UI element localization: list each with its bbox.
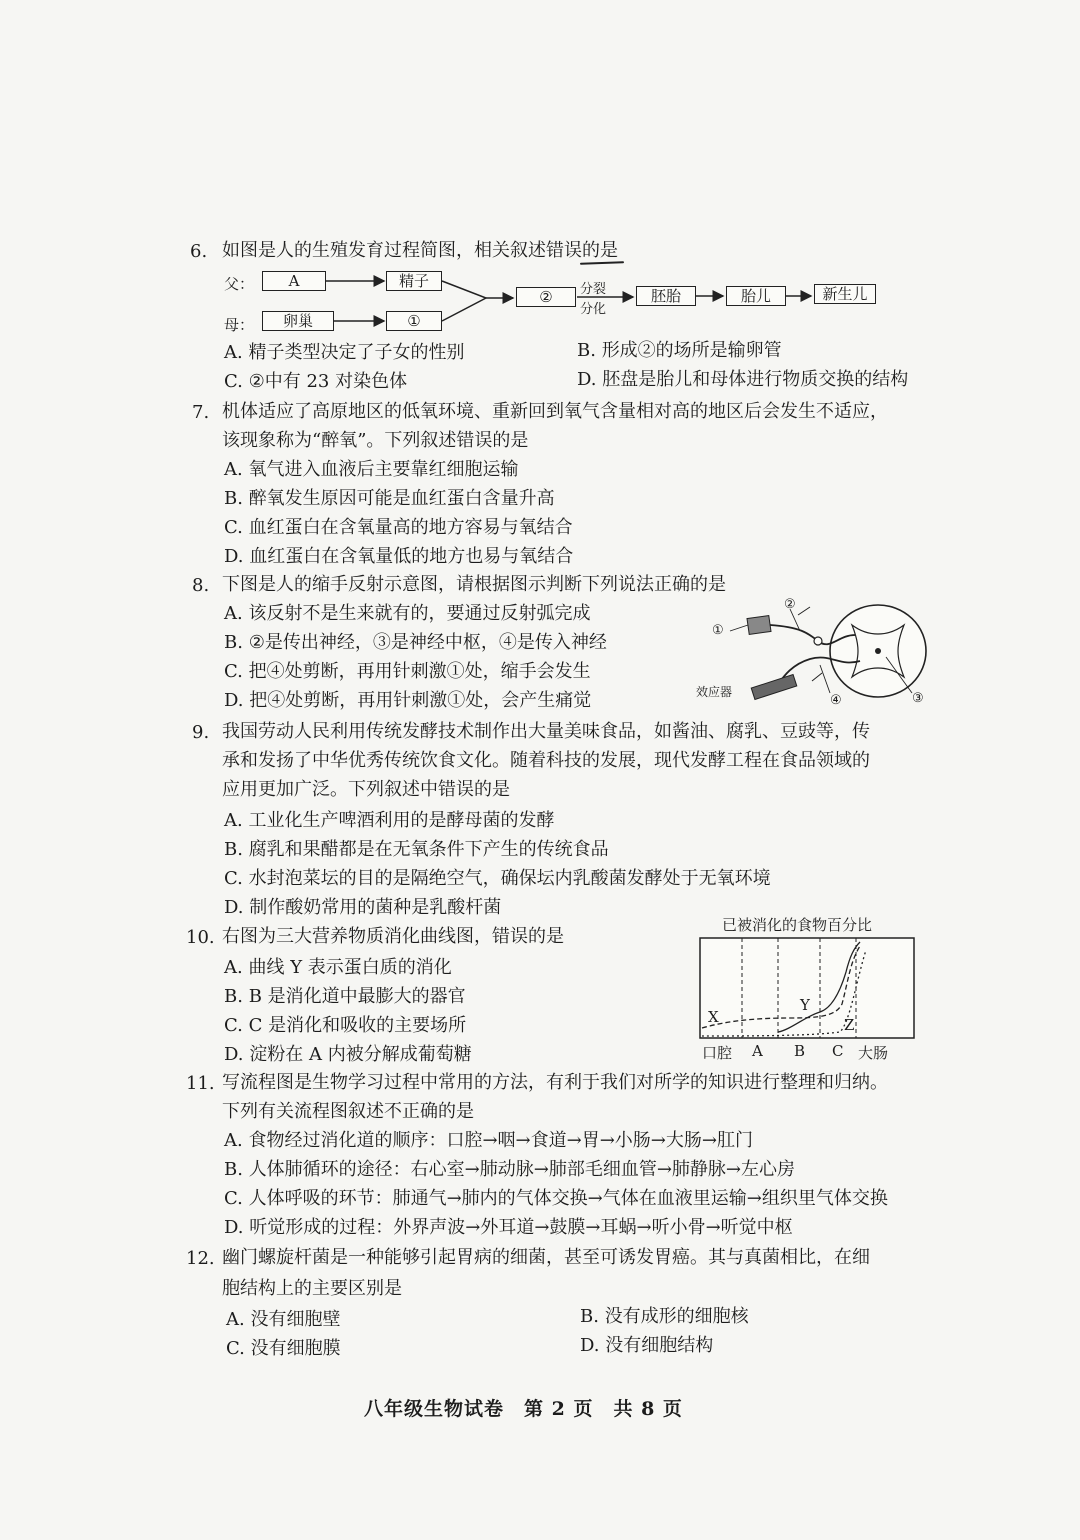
q7-option-b: B. 醉氧发生原因可能是血红蛋白含量升高 bbox=[224, 488, 555, 509]
q9-option-a: A. 工业化生产啤酒利用的是酵母菌的发酵 bbox=[224, 810, 555, 831]
fig8-label-3: ③ bbox=[912, 691, 924, 706]
q10-stem: 右图为三大营养物质消化曲线图，错误的是 bbox=[222, 926, 564, 947]
q7-number: 7. bbox=[192, 402, 210, 423]
q11-number: 11. bbox=[186, 1073, 215, 1094]
q6-option-b: B. 形成②的场所是输卵管 bbox=[577, 340, 782, 361]
q7-option-a: A. 氧气进入血液后主要靠红细胞运输 bbox=[224, 459, 519, 480]
q9-stem-line3: 应用更加广泛。下列叙述中错误的是 bbox=[222, 779, 510, 800]
q11-stem-line2: 下列有关流程图叙述不正确的是 bbox=[222, 1101, 474, 1122]
fig10-axis-mouth: 口腔 bbox=[702, 1044, 733, 1062]
q9-stem-line2: 承和发扬了中华优秀传统饮食文化。随着科技的发展，现代发酵工程在食品领域的 bbox=[222, 750, 870, 771]
q6-stem: 如图是人的生殖发育过程简图，相关叙述错误的是 bbox=[222, 240, 618, 261]
q8-option-d: D. 把④处剪断，再用针刺激①处，会产生痛觉 bbox=[224, 690, 592, 711]
q7-option-d: D. 血红蛋白在含氧量低的地方也易与氧结合 bbox=[224, 546, 574, 567]
q6-option-a: A. 精子类型决定了子女的性别 bbox=[224, 342, 465, 363]
fig6-box-a: A bbox=[262, 271, 326, 291]
q8-option-c: C. 把④处剪断，再用针刺激①处，缩手会发生 bbox=[224, 661, 591, 682]
fig10-axis-large-intestine: 大肠 bbox=[858, 1044, 889, 1062]
q7-stem-line2: 该现象称为“醉氧”。下列叙述错误的是 bbox=[222, 430, 529, 451]
fig8-reflex-arc-diagram bbox=[690, 595, 940, 710]
q8-stem: 下图是人的缩手反射示意图，请根据图示判断下列说法正确的是 bbox=[222, 574, 726, 595]
q6-option-d: D. 胚盘是胎儿和母体进行物质交换的结构 bbox=[577, 369, 909, 390]
q10-option-a: A. 曲线 Y 表示蛋白质的消化 bbox=[224, 957, 452, 978]
fig8-effector-label: 效应器 bbox=[696, 685, 733, 699]
q12-option-b: B. 没有成形的细胞核 bbox=[580, 1306, 749, 1327]
q10-option-d: D. 淀粉在 A 内被分解成葡萄糖 bbox=[224, 1044, 472, 1065]
q12-option-d: D. 没有细胞结构 bbox=[580, 1335, 714, 1356]
q9-option-b: B. 腐乳和果醋都是在无氧条件下产生的传统食品 bbox=[224, 839, 609, 860]
q9-option-d: D. 制作酸奶常用的菌种是乳酸杆菌 bbox=[224, 897, 502, 918]
q9-number: 9. bbox=[192, 722, 210, 743]
fig10-curve-y-label: Y bbox=[800, 996, 810, 1014]
q7-option-c: C. 血红蛋白在含氧量高的地方容易与氧结合 bbox=[224, 517, 573, 538]
fig6-split-label: 分裂 bbox=[580, 282, 607, 297]
fig6-reproduction-flowchart bbox=[0, 0, 1080, 340]
fig10-title: 已被消化的食物百分比 bbox=[722, 916, 873, 934]
q8-option-b: B. ②是传出神经，③是神经中枢，④是传入神经 bbox=[224, 632, 607, 653]
fig6-box-ovary: 卵巢 bbox=[262, 311, 334, 331]
q10-option-c: C. C 是消化和吸收的主要场所 bbox=[224, 1015, 467, 1036]
q10-number: 10. bbox=[186, 927, 215, 948]
q6-option-c: C. ②中有 23 对染色体 bbox=[224, 371, 408, 392]
q11-option-c: C. 人体呼吸的环节：肺通气→肺内的气体交换→气体在血液里运输→组织里气体交换 bbox=[224, 1188, 888, 1209]
fig6-box-1: ① bbox=[386, 311, 442, 331]
fig6-differentiate-label: 分化 bbox=[580, 302, 607, 317]
q11-option-d: D. 听觉形成的过程：外界声波→外耳道→鼓膜→耳蜗→听小骨→听觉中枢 bbox=[224, 1217, 793, 1238]
fig8-label-1: ① bbox=[712, 623, 724, 638]
fig6-box-newborn: 新生儿 bbox=[814, 284, 876, 304]
q12-stem-line2: 胞结构上的主要区别是 bbox=[222, 1278, 402, 1299]
fig10-curve-z-label: Z bbox=[844, 1016, 855, 1034]
q12-stem-line1: 幽门螺旋杆菌是一种能够引起胃病的细菌，甚至可诱发胃癌。其与真菌相比，在细 bbox=[222, 1247, 870, 1268]
fig10-curve-x-label: X bbox=[708, 1008, 719, 1026]
fig6-box-embryo: 胚胎 bbox=[636, 286, 696, 306]
q10-option-b: B. B 是消化道中最膨大的器官 bbox=[224, 986, 466, 1007]
q11-option-b: B. 人体肺循环的途径：右心室→肺动脉→肺部毛细血管→肺静脉→左心房 bbox=[224, 1159, 796, 1180]
q11-stem-line1: 写流程图是生物学习过程中常用的方法，有利于我们对所学的知识进行整理和归纳。 bbox=[222, 1072, 888, 1093]
fig6-mother-label: 母： bbox=[224, 316, 255, 334]
fig6-box-fetus: 胎儿 bbox=[726, 286, 786, 306]
q12-option-a: A. 没有细胞壁 bbox=[226, 1309, 341, 1330]
q11-option-a: A. 食物经过消化道的顺序：口腔→咽→食道→胃→小肠→大肠→肛门 bbox=[224, 1130, 753, 1151]
fig6-arrows bbox=[0, 0, 1080, 340]
fig10-digestion-chart bbox=[690, 912, 930, 1064]
q7-stem-line1: 机体适应了高原地区的低氧环境、重新回到氧气含量相对高的地区后会发生不适应， bbox=[222, 401, 888, 422]
fig10-axis-c: C bbox=[832, 1042, 844, 1060]
q6-number: 6. bbox=[190, 241, 208, 262]
q12-number: 12. bbox=[186, 1248, 215, 1269]
q12-option-c: C. 没有细胞膜 bbox=[226, 1338, 341, 1359]
fig8-label-2: ② bbox=[784, 597, 796, 612]
fig6-box-sperm: 精子 bbox=[386, 271, 442, 291]
fig6-box-2: ② bbox=[516, 287, 576, 307]
q8-number: 8. bbox=[192, 575, 210, 596]
fig8-label-4: ④ bbox=[830, 693, 842, 708]
page-footer: 八年级生物试卷 第 2 页 共 8 页 bbox=[364, 1398, 683, 1420]
q9-stem-line1: 我国劳动人民利用传统发酵技术制作出大量美味食品，如酱油、腐乳、豆豉等，传 bbox=[222, 721, 870, 742]
q9-option-c: C. 水封泡菜坛的目的是隔绝空气，确保坛内乳酸菌发酵处于无氧环境 bbox=[224, 868, 771, 889]
fig10-axis-a: A bbox=[752, 1042, 763, 1060]
fig6-father-label: 父： bbox=[224, 275, 255, 293]
q8-option-a: A. 该反射不是生来就有的，要通过反射弧完成 bbox=[224, 603, 591, 624]
fig10-axis-b: B bbox=[794, 1042, 806, 1060]
